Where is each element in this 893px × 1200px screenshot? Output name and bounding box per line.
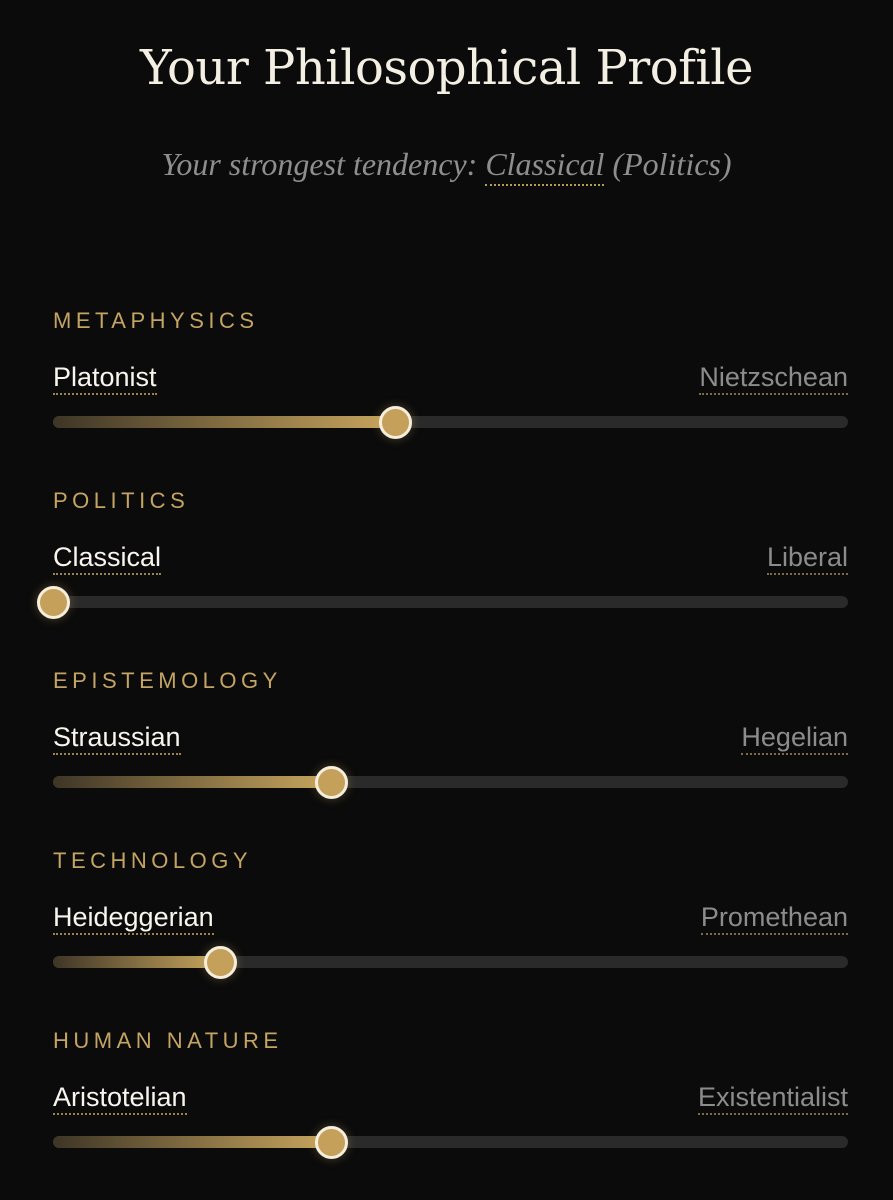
strongest-tendency-text: [0, 146, 893, 183]
slider-handle[interactable]: [315, 1126, 348, 1159]
slider-fill: [53, 776, 331, 788]
left-pole-label[interactable]: Straussian: [53, 722, 181, 755]
slider-handle[interactable]: [315, 766, 348, 799]
slider-track[interactable]: [53, 596, 848, 608]
right-pole-label[interactable]: Hegelian: [741, 722, 848, 755]
section-title: HUMAN NATURE: [53, 1028, 283, 1053]
strongest-tendency-value[interactable]: Classical: [485, 146, 604, 186]
slider-fill: [53, 416, 395, 428]
section-epistemology: [53, 668, 848, 808]
right-pole-label[interactable]: Promethean: [701, 902, 848, 935]
slider-handle[interactable]: [204, 946, 237, 979]
left-pole-label[interactable]: Classical: [53, 542, 161, 575]
left-pole-label[interactable]: Aristotelian: [53, 1082, 187, 1115]
slider-track[interactable]: [53, 1136, 848, 1148]
section-technology: [53, 848, 848, 988]
slider-fill: [53, 956, 220, 968]
slider-handle[interactable]: [37, 586, 70, 619]
section-metaphysics: [53, 308, 848, 448]
right-pole-label[interactable]: Nietzschean: [699, 362, 848, 395]
slider-track[interactable]: [53, 956, 848, 968]
section-human-nature: [53, 1028, 848, 1168]
section-politics: [53, 488, 848, 628]
right-pole-label[interactable]: Existentialist: [698, 1082, 848, 1115]
section-title: EPISTEMOLOGY: [53, 668, 282, 693]
slider-handle[interactable]: [379, 406, 412, 439]
page-title: Your Philosophical Profile: [140, 40, 753, 96]
left-pole-label[interactable]: Platonist: [53, 362, 157, 395]
section-title: POLITICS: [53, 488, 190, 513]
subtitle-prefix: Your strongest tendency:: [161, 146, 486, 182]
left-pole-label[interactable]: Heideggerian: [53, 902, 214, 935]
slider-fill: [53, 1136, 331, 1148]
subtitle-suffix: (Politics): [604, 146, 732, 182]
section-title: TECHNOLOGY: [53, 848, 253, 873]
slider-track[interactable]: [53, 776, 848, 788]
section-title: METAPHYSICS: [53, 308, 259, 333]
slider-track[interactable]: [53, 416, 848, 428]
right-pole-label[interactable]: Liberal: [767, 542, 848, 575]
